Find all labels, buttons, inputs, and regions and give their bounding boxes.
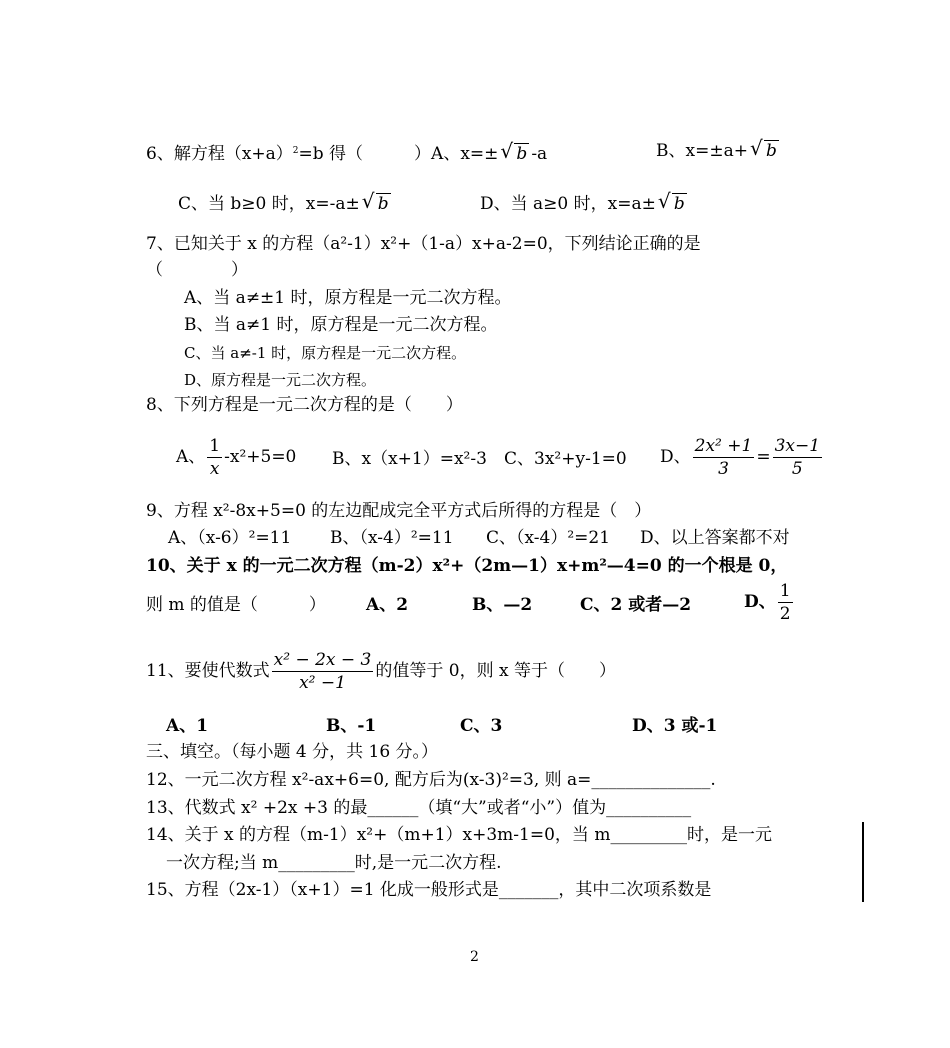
sqrt-b-symbol: √ b: [362, 193, 391, 215]
question-14-line1: 14、关于 x 的方程（m-1）x²+（m+1）x+3m-1=0，当 m_________时，是一元: [146, 825, 772, 845]
q6-mid: =b 得（ ）A、x=±: [298, 144, 499, 164]
q11-prefix: 11、要使代数式: [146, 661, 270, 681]
question-6-optB: B、x=±a+√ b: [656, 140, 781, 162]
question-11-stem: [146, 649, 616, 694]
question-10-optD: D、 $\frac{1}{2}$: [744, 581, 791, 624]
margin-rule: [862, 822, 864, 902]
sqrt-b-symbol: √ b: [500, 143, 529, 165]
question-12: 12、一元二次方程 x²-ax+6=0, 配方后为(x-3)²=3, 则 a=______________.: [146, 770, 716, 790]
question-11-optD: D、3 或-1: [632, 716, 718, 736]
question-9-optC: C、（x-4）²=21: [486, 528, 611, 548]
question-7-optC: C、当 a≠-1 时，原方程是一元二次方程。: [184, 344, 467, 362]
q6-exponent: 2: [292, 146, 299, 156]
question-8-stem: 8、下列方程是一元二次方程的是（ ）: [146, 395, 463, 415]
question-9-optB: B、（x-4）²=11: [330, 528, 454, 548]
question-9-optD: D、以上答案都不对: [640, 528, 790, 548]
q6-optA-tail: -a: [531, 144, 548, 164]
question-7-stem: 7、已知关于 x 的方程（a²-1）x²+（1-a）x+a-2=0，下列结论正确的是: [146, 234, 701, 254]
q11-suffix: 的值等于 0，则 x 等于（ ）: [375, 661, 616, 681]
q8-optD-right-fraction: $\frac{3x-1}{5}$: [774, 436, 821, 479]
question-7-optB: B、当 a≠1 时，原方程是一元二次方程。: [184, 315, 498, 335]
question-10-optA: A、2: [366, 595, 409, 615]
section-3-heading: 三、填空。（每小题 4 分，共 16 分。）: [146, 742, 439, 762]
question-6-line1: [146, 140, 547, 165]
q8-optA-fraction: $\frac{1}{x}$: [209, 436, 221, 479]
question-8-optC: C、3x²+y-1=0: [504, 449, 627, 469]
question-9-optA: A、（x-6）²=11: [168, 528, 292, 548]
sqrt-b-symbol: √ b: [658, 193, 687, 215]
question-6-optC: C、当 b≥0 时，x=-a±√ b: [178, 193, 393, 215]
question-14-line2: 一次方程;当 m_________时,是一元二次方程.: [166, 853, 502, 873]
page-number: 2: [470, 949, 479, 965]
question-7-optD: D、原方程是一元二次方程。: [184, 371, 377, 389]
q6-prefix: 6、解方程（x+a）: [146, 144, 293, 164]
question-11-optA: A、1: [166, 716, 209, 736]
question-10-stem: 10、关于 x 的一元二次方程（m-2）x²+（2m—1）x+m²—4=0 的一个根是 0，: [146, 556, 788, 576]
question-11-optB: B、-1: [326, 716, 377, 736]
q8-optA-tail: -x²+5=0: [224, 447, 297, 467]
question-10-optC: C、2 或者—2: [580, 595, 692, 615]
question-9-stem: 9、方程 x²-8x+5=0 的左边配成完全平方式后所得的方程是（ ）: [146, 501, 652, 521]
q11-fraction: $\frac{\text{x² − 2x − 3}}{\text{x² −1}}$: [273, 650, 372, 693]
question-10-optB: B、—2: [472, 595, 533, 615]
question-15: 15、方程（2x-1）（x+1）=1 化成一般形式是_______，其中二次项系数是: [146, 880, 712, 900]
question-7-blank: （ ）: [146, 260, 248, 280]
sqrt-b-symbol: √ b: [750, 140, 779, 162]
q10-optD-fraction: $\frac{1}{2}$: [779, 581, 791, 624]
question-13: 13、代数式 x² +2x +3 的最______（填“大”或者“小”）值为__________: [146, 798, 692, 818]
question-6-optD: D、当 a≥0 时，x=a±√ b: [480, 193, 689, 215]
question-8-optB: B、x（x+1）=x²-3: [332, 449, 487, 469]
question-11-optC: C、3: [460, 716, 503, 736]
question-7-optA: A、当 a≠±1 时，原方程是一元二次方程。: [184, 288, 512, 308]
q8-optA-label: A、: [176, 447, 206, 467]
question-10-line2: 则 m 的值是（ ）: [146, 595, 326, 615]
question-8-optD: D、 $\frac{\text{2x² +1}}{3}$ = $\frac{3x-1}{5}$: [660, 436, 821, 479]
question-8-options: [176, 435, 296, 480]
q8-optD-left-fraction: $\frac{\text{2x² +1}}{3}$: [694, 436, 753, 479]
